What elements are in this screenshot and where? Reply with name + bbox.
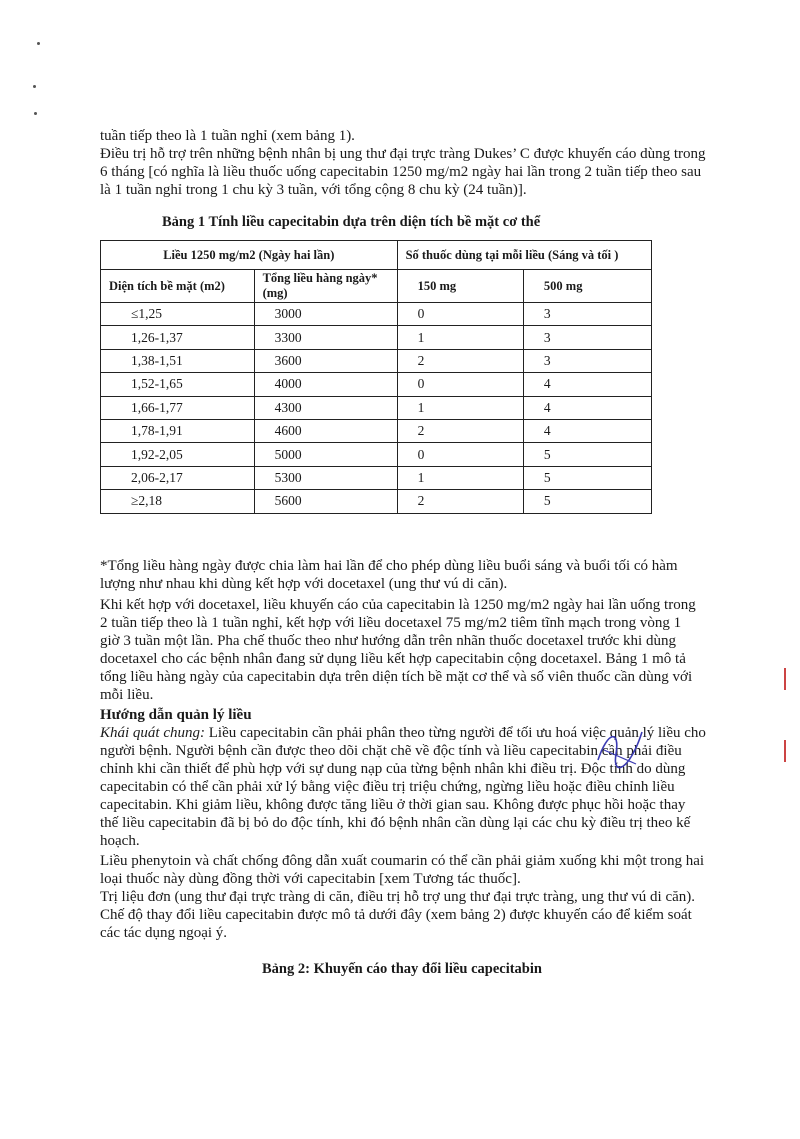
general-label: Khái quát chung:	[100, 725, 205, 741]
bsa-cell: 1,92-2,05	[101, 443, 255, 466]
tablets-150-cell: 2	[397, 349, 523, 372]
table-row	[101, 396, 652, 419]
tablets-500-cell: 5	[523, 490, 651, 513]
edge-stamp-mark	[784, 740, 800, 762]
table-row	[101, 443, 652, 466]
tablets-150-cell: 1	[397, 466, 523, 489]
bsa-cell: 1,38-1,51	[101, 349, 255, 372]
bsa-cell: 2,06-2,17	[101, 466, 255, 489]
tablets-150-cell: 1	[397, 396, 523, 419]
col-header-500mg: 500 mg	[523, 270, 651, 303]
monotherapy-paragraph	[100, 888, 768, 906]
col-header-bsa: Diện tích bề mặt (m2)	[101, 270, 255, 303]
combination-line: docetaxel cho các bệnh nhân đang sử dụng liều kết hợp capecitabin cộng docetaxel. Bảng 1 mô tả	[100, 651, 686, 667]
section-heading: Hướng dẫn quản lý liều	[100, 707, 252, 723]
monotherapy-line: Trị liệu đơn (ung thư đại trực tràng di căn, điều trị hỗ trợ ung thư đại trực tràng, ung thư vú di căn).	[100, 889, 696, 905]
col-header-150mg: 150 mg	[397, 270, 523, 303]
daily-dose-cell: 4000	[254, 373, 397, 396]
footnote-paragraph	[100, 557, 768, 593]
col-header-daily-dose: Tổng liều hàng ngày*(mg)	[254, 270, 397, 303]
dose-table-body	[101, 303, 652, 514]
table-row	[101, 419, 652, 442]
combination-line: giờ 3 tuần một lần. Pha chế thuốc theo như hướng dẫn trên nhãn thuốc docetaxel trước khi dùng	[100, 633, 676, 649]
tablets-500-cell: 5	[523, 443, 651, 466]
scan-dot	[33, 85, 36, 88]
modification-line: Chế độ thay đổi liều capecitabin được mô tả dưới đây (xem bảng 2) được khuyến cáo để kiểm soát	[100, 907, 692, 923]
intro-line: Điều trị hỗ trợ trên những bệnh nhân bị ung thư đại trực tràng Dukes’ C được khuyến cáo dùng trong	[100, 146, 706, 162]
intro-line: 6 tháng [có nghĩa là liều thuốc uống capecitabin 1250 mg/m2 ngày hai lần trong 2 tuần tiếp theo sau	[100, 164, 702, 180]
combination-line: Khi kết hợp với docetaxel, liều khuyến cáo của capecitabin là 1250 mg/m2 ngày hai lần uống trong	[100, 597, 696, 613]
tablets-150-cell: 0	[397, 303, 523, 326]
tablets-500-cell: 3	[523, 303, 651, 326]
tablets-150-cell: 1	[397, 326, 523, 349]
phenytoin-line: Liều phenytoin và chất chống đông dẫn xuất coumarin có thể cần phải giảm xuống khi một trong hai	[100, 853, 705, 869]
bsa-cell: 1,52-1,65	[101, 373, 255, 396]
phenytoin-paragraph	[100, 852, 768, 888]
daily-dose-cell: 5300	[254, 466, 397, 489]
bsa-cell: ≤1,25	[101, 303, 255, 326]
scan-dot	[34, 112, 37, 115]
tablets-500-cell: 4	[523, 419, 651, 442]
general-line: capecitabin có thể cần phải xử lý bằng việc điều trị triệu chứng, ngừng liều hoặc điều chỉnh liều	[100, 779, 675, 795]
table2-title: Bảng 2: Khuyến cáo thay đổi liều capecitabin	[262, 961, 542, 977]
footnote-line: *Tổng liều hàng ngày được chia làm hai lần để cho phép dùng liều buổi sáng và buổi tối có hàm	[100, 558, 678, 574]
combination-line: 2 tuần tiếp theo là 1 tuần nghỉ, kết hợp với liều docetaxel 75 mg/m2 tiêm tĩnh mạch trong vòng 1	[100, 615, 682, 631]
table-row	[101, 490, 652, 513]
scan-dot	[37, 42, 40, 45]
general-line: người bệnh. Người bệnh cần được theo dõi chặt chẽ về độc tính và liều capecitabin cần phải điều	[100, 743, 682, 759]
footnote-line: lượng như nhau khi dùng kết hợp với docetaxel (ung thư vú di căn).	[100, 576, 508, 592]
dose-table	[100, 240, 652, 514]
tablets-500-cell: 3	[523, 349, 651, 372]
table-row	[101, 373, 652, 396]
modification-line: các tác dụng ngoại ý.	[100, 925, 228, 941]
daily-dose-cell: 5000	[254, 443, 397, 466]
table-row	[101, 303, 652, 326]
bsa-cell: 1,66-1,77	[101, 396, 255, 419]
tablets-150-cell: 2	[397, 419, 523, 442]
table-row	[101, 466, 652, 489]
general-line: hoạch.	[100, 833, 140, 849]
tablets-500-cell: 4	[523, 373, 651, 396]
general-line	[100, 724, 768, 742]
bsa-cell: 1,78-1,91	[101, 419, 255, 442]
table-header-dose: Liều 1250 mg/m2 (Ngày hai lần)	[101, 241, 398, 270]
daily-dose-cell: 4600	[254, 419, 397, 442]
signature-mark	[590, 720, 650, 780]
table1-title: Bảng 1 Tính liều capecitabin dựa trên diện tích bề mặt cơ thể	[162, 214, 541, 230]
daily-dose-cell: 3000	[254, 303, 397, 326]
table-row	[101, 349, 652, 372]
daily-dose-cell: 5600	[254, 490, 397, 513]
table-row	[101, 326, 652, 349]
combination-line: tổng liều hàng ngày của capecitabin dựa trên diện tích bề mặt cơ thể và số viên thuốc cần dùng với	[100, 669, 693, 685]
general-text: Liều capecitabin cần phải phân theo từng người để tối ưu hoá việc quản lý liều cho	[205, 725, 706, 741]
bsa-cell: ≥2,18	[101, 490, 255, 513]
table-header-tablets: Số thuốc dùng tại mỗi liều (Sáng và tối )	[397, 241, 651, 270]
modification-paragraph	[100, 906, 768, 942]
daily-dose-cell: 3300	[254, 326, 397, 349]
general-paragraph	[100, 724, 768, 850]
general-line: thế liều capecitabin đã bị bỏ do độc tính, khi đó bệnh nhân cần dùng lại các chu kỳ điều trị theo kế	[100, 815, 691, 831]
tablets-150-cell: 0	[397, 443, 523, 466]
intro-line: là 1 tuần nghỉ trong 1 chu kỳ 3 tuần, với tổng cộng 8 chu kỳ (24 tuần)].	[100, 182, 527, 198]
tablets-150-cell: 0	[397, 373, 523, 396]
daily-dose-cell: 3600	[254, 349, 397, 372]
combination-line: mỗi liều.	[100, 687, 154, 703]
intro-paragraph	[100, 127, 768, 199]
tablets-500-cell: 3	[523, 326, 651, 349]
edge-stamp-mark	[784, 668, 800, 690]
intro-line: tuần tiếp theo là 1 tuần nghỉ (xem bảng 1).	[100, 128, 355, 144]
daily-dose-cell: 4300	[254, 396, 397, 419]
tablets-150-cell: 2	[397, 490, 523, 513]
tablets-500-cell: 4	[523, 396, 651, 419]
general-line: capecitabin. Khi giảm liều, không được tăng liều ở thời gian sau. Không được phục hồi hoặc thay	[100, 797, 686, 813]
bsa-cell: 1,26-1,37	[101, 326, 255, 349]
phenytoin-line: loại thuốc này dùng đồng thời với capecitabin [xem Tương tác thuốc].	[100, 871, 521, 887]
tablets-500-cell: 5	[523, 466, 651, 489]
general-line: chỉnh khi cần thiết để phù hợp với sự dung nạp của từng bệnh nhân khi điều trị. Độc tính do dùng	[100, 761, 686, 777]
combination-paragraph	[100, 596, 768, 704]
